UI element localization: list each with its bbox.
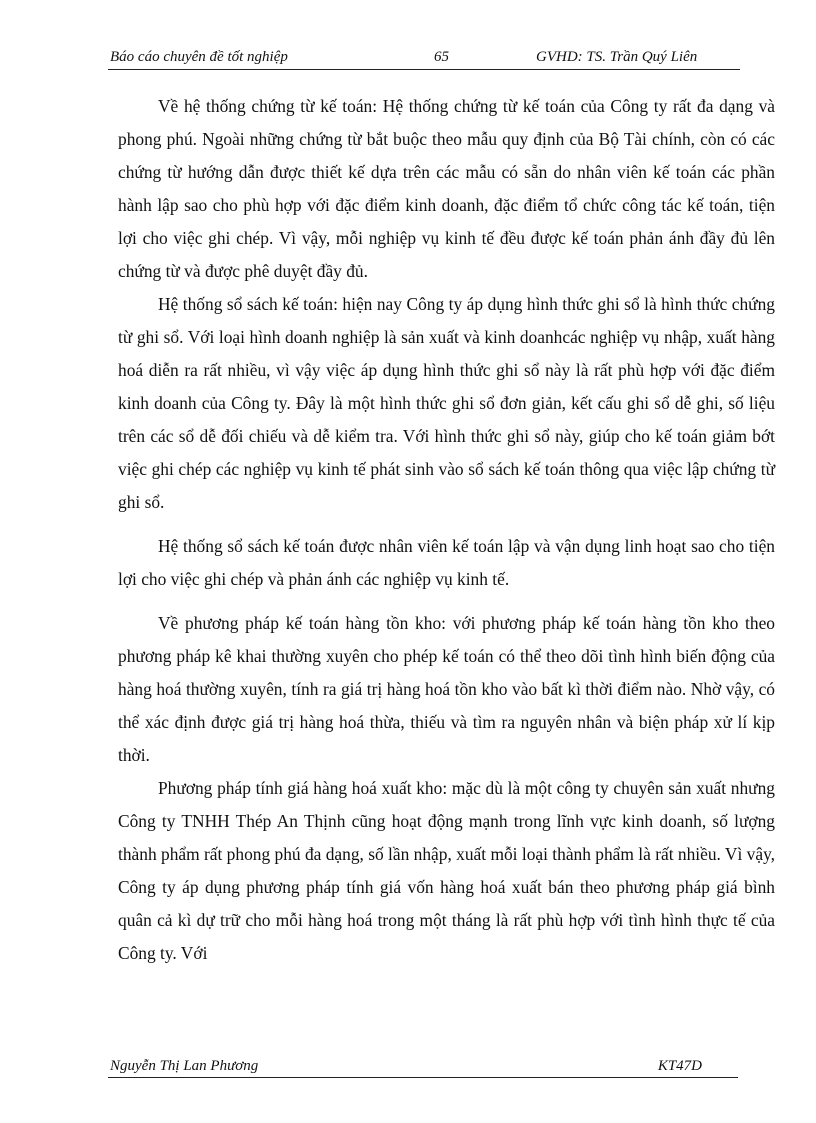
advisor-name: GVHD: TS. Trần Quý Liên xyxy=(536,49,698,65)
page-number: 65 xyxy=(434,49,449,65)
paragraph-pricing-method: Phương pháp tính giá hàng hoá xuất kho: mặc dù là một công ty chuyên sản xuất nhưng Công ty TNHH Thép An Thịnh cũng hoạt động mạnh trong lĩnh vực kinh doanh, số lượng thành phẩm rất phong phú đa dạng, số lần nhập, xuất mỗi loại thành phẩm là rất nhiều. Vì vậy, Công ty áp dụng phương pháp tính giá vốn hàng hoá xuất bán theo phương pháp giá bình quân cả kì dự trữ cho mỗi hàng hoá trong một tháng là rất phù hợp với tình hình thực tế của Công ty. Với xyxy=(118,778,775,963)
page-header xyxy=(108,49,740,70)
page-footer xyxy=(108,1058,738,1078)
document-body xyxy=(118,90,775,970)
paragraph-inventory-method: Về phương pháp kế toán hàng tồn kho: với phương pháp kế toán hàng tồn kho theo phương pháp kê khai thường xuyên cho phép kế toán có thể theo dõi tình hình biến động của hàng hoá thường xuyên, tính ra giá trị hàng hoá tồn kho vào bất kì thời điểm nào. Nhờ vậy, có thể xác định được giá trị hàng hoá thừa, thiếu và tìm ra nguyên nhân và biện pháp xử lí kịp thời. xyxy=(118,613,775,765)
paragraph-books-usage: Hệ thống sổ sách kế toán được nhân viên kế toán lập và vận dụng linh hoạt sao cho tiện lợi cho việc ghi chép và phản ánh các nghiệp vụ kinh tế. xyxy=(118,536,775,589)
report-title: Báo cáo chuyên đề tốt nghiệp xyxy=(110,49,288,65)
paragraph-accounting-vouchers: Về hệ thống chứng từ kế toán: Hệ thống chứng từ kế toán của Công ty rất đa dạng và phong phú. Ngoài những chứng từ bắt buộc theo mẫu quy định của Bộ Tài chính, còn có các chứng từ hướng dẫn được thiết kế dựa trên các mẫu có sẵn do nhân viên kế toán các phần hành lập sao cho phù hợp với đặc điểm kinh doanh, đặc điểm tổ chức công tác kế toán, tiện lợi cho việc ghi chép. Vì vậy, mỗi nghiệp vụ kinh tế đều được kế toán phản ánh đầy đủ lên chứng từ và được phê duyệt đầy đủ. xyxy=(118,96,775,281)
author-name: Nguyễn Thị Lan Phương xyxy=(110,1058,259,1074)
paragraph-accounting-books: Hệ thống sổ sách kế toán: hiện nay Công ty áp dụng hình thức ghi sổ là hình thức chứng từ ghi sổ. Với loại hình doanh nghiệp là sản xuất và kinh doanhcác nghiệp vụ nhập, xuất hàng hoá diễn ra rất nhiều, vì vậy việc áp dụng hình thức ghi sổ này là rất phù hợp với đặc điểm kinh doanh của Công ty. Đây là một hình thức ghi sổ đơn giản, kết cấu ghi sổ dễ ghi, số liệu trên các sổ dễ đối chiếu và dễ kiểm tra. Với hình thức ghi sổ này, giúp cho kế toán giảm bớt việc ghi chép các nghiệp vụ kinh tế phát sinh vào sổ sách kế toán thông qua việc lập chứng từ ghi sổ. xyxy=(118,294,775,512)
class-code: KT47D xyxy=(657,1058,702,1074)
